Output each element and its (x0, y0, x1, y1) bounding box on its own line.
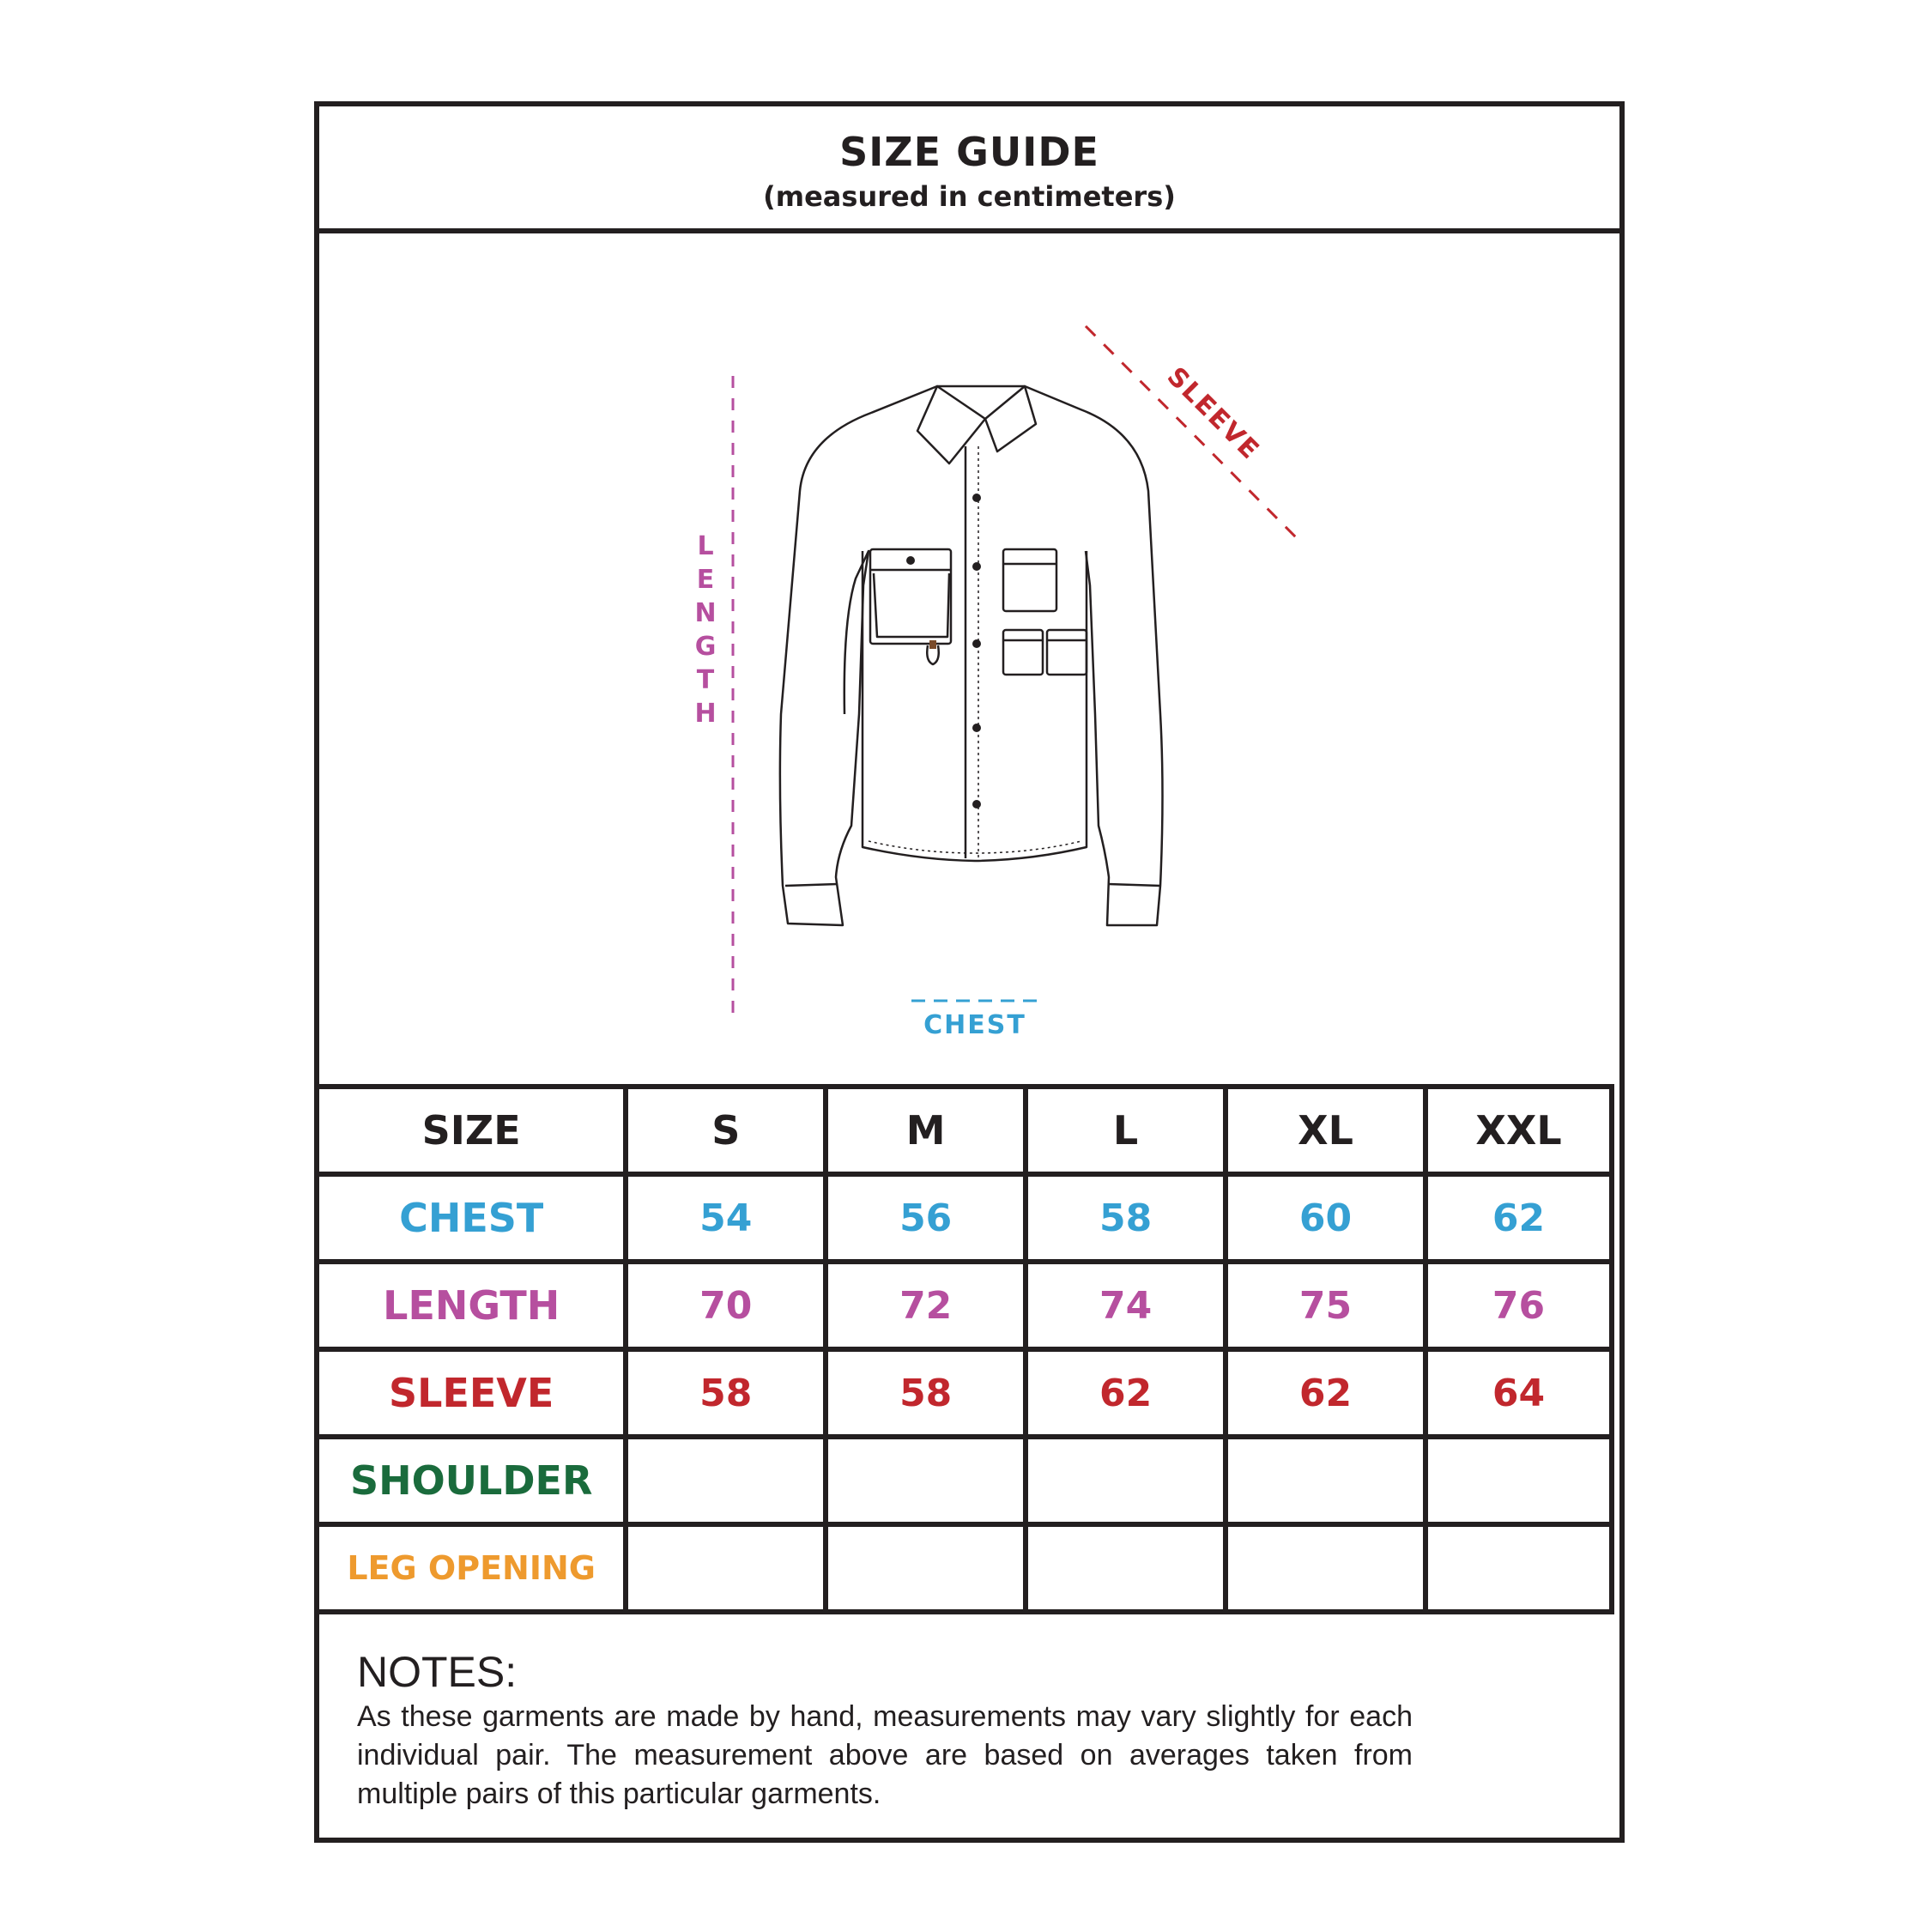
left-pocket-inner (874, 573, 949, 637)
table-cell (826, 1437, 1026, 1524)
table-cell: 56 (826, 1174, 1026, 1262)
size-guide-sheet (314, 101, 1625, 1843)
size-l-header: L (1026, 1087, 1226, 1174)
row-label-sleeve: SLEEVE (317, 1349, 626, 1437)
table-cell (1026, 1524, 1226, 1612)
table-row-shoulder (317, 1437, 1612, 1524)
table-cell: 72 (826, 1262, 1026, 1349)
size-s-header: S (626, 1087, 826, 1174)
table-header-row (317, 1087, 1612, 1174)
table-cell: 58 (626, 1349, 826, 1437)
shirt-outline (780, 386, 1163, 925)
left-sleeve (780, 386, 937, 925)
size-m-header: M (826, 1087, 1026, 1174)
table-cell: 58 (1026, 1174, 1226, 1262)
table-row-sleeve (317, 1349, 1612, 1437)
row-label-length: LENGTH (317, 1262, 626, 1349)
table-cell (1226, 1524, 1426, 1612)
size-header-cell: SIZE (317, 1087, 626, 1174)
hem-stitch (869, 841, 1081, 853)
button-1 (972, 494, 981, 502)
sleeve-label: SLEEVE (1160, 361, 1266, 467)
left-cuff-line (785, 884, 838, 886)
collar-right (985, 386, 1036, 451)
button-4 (972, 724, 981, 732)
button-3 (972, 639, 981, 648)
page-subtitle: (measured in centimeters) (763, 180, 1176, 213)
page-title: SIZE GUIDE (839, 129, 1099, 175)
table-cell: 60 (1226, 1174, 1426, 1262)
sleeve-measure-line (1086, 326, 1299, 541)
shirt-illustration (319, 233, 1619, 1085)
table-cell: 62 (1026, 1349, 1226, 1437)
table-cell: 54 (626, 1174, 826, 1262)
notes-section (357, 1648, 1413, 1814)
right-small-pocket-1 (1003, 630, 1043, 675)
d-ring-tab (929, 640, 936, 649)
size-xxl-header: XXL (1426, 1087, 1612, 1174)
row-label-chest: CHEST (317, 1174, 626, 1262)
table-cell: 74 (1026, 1262, 1226, 1349)
right-small-pocket-2 (1047, 630, 1087, 675)
table-cell (1226, 1437, 1426, 1524)
left-body (863, 551, 975, 861)
right-top-pocket (1003, 549, 1056, 611)
shirt-buttons (906, 494, 981, 809)
row-label-shoulder: SHOULDER (317, 1437, 626, 1524)
pocket-button (906, 556, 915, 565)
size-table (314, 1084, 1614, 1614)
collar-left (917, 386, 985, 463)
table-row-chest (317, 1174, 1612, 1262)
table-cell (826, 1524, 1026, 1612)
table-row-leg-opening (317, 1524, 1612, 1612)
row-label-leg-opening: LEG OPENING (317, 1524, 626, 1612)
table-row-length (317, 1262, 1612, 1349)
table-cell (626, 1437, 826, 1524)
table-cell: 58 (826, 1349, 1026, 1437)
table-cell: 62 (1426, 1174, 1612, 1262)
chest-label: CHEST (923, 1010, 1026, 1040)
right-cuff-line (1108, 884, 1160, 886)
length-label: LENGTH (690, 531, 721, 732)
shirt-diagram (319, 233, 1619, 1085)
button-5 (972, 800, 981, 809)
right-body (975, 551, 1087, 861)
table-cell (1026, 1437, 1226, 1524)
button-2 (972, 562, 981, 571)
right-sleeve (1025, 386, 1163, 925)
table-cell (1426, 1437, 1612, 1524)
table-cell: 75 (1226, 1262, 1426, 1349)
notes-text: As these garments are made by hand, measurements may vary slightly for each individual pair. The measurement above are based on averages taken from multiple pairs of this particular garments. (357, 1700, 1413, 1810)
table-cell (1426, 1524, 1612, 1612)
table-cell: 70 (626, 1262, 826, 1349)
table-cell: 64 (1426, 1349, 1612, 1437)
table-cell: 62 (1226, 1349, 1426, 1437)
table-cell (626, 1524, 826, 1612)
notes-title: NOTES: (357, 1648, 518, 1696)
size-xl-header: XL (1226, 1087, 1426, 1174)
table-cell: 76 (1426, 1262, 1612, 1349)
size-guide-header (319, 106, 1619, 233)
